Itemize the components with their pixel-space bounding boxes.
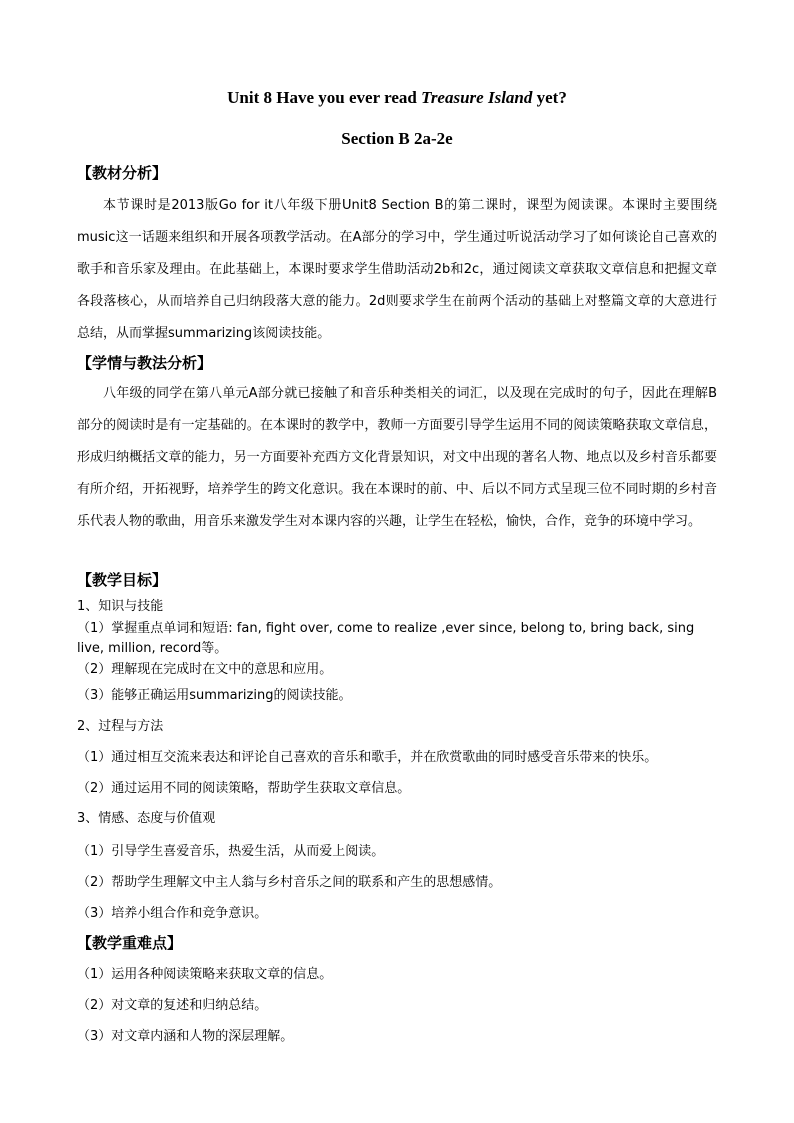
goal-item: （2）通过运用不同的阅读策略，帮助学生获取文章信息。: [77, 781, 411, 796]
heading-key-points: 【教学重难点】: [77, 934, 183, 952]
heading-textbook-analysis: 【教材分析】: [77, 164, 168, 182]
keypoint-item: （2）对文章的复述和归纳总结。: [77, 998, 268, 1013]
keypoint-item: （1）运用各种阅读策略来获取文章的信息。: [77, 967, 333, 982]
goal-item: （1）通过相互交流来表达和评论自己喜欢的音乐和歌手，并在欣赏歌曲的同时感受音乐带来的快乐。: [77, 750, 658, 765]
title-book-name: Treasure Island: [421, 88, 533, 107]
goal-group-title-process: 2、过程与方法: [77, 719, 164, 734]
title-prefix: Unit 8 Have you ever read: [227, 88, 422, 107]
heading-student-analysis: 【学情与教法分析】: [77, 354, 213, 372]
document-subtitle: Section B 2a-2e: [341, 129, 453, 148]
goal-item: （2）理解现在完成时在文中的意思和应用。: [77, 662, 333, 677]
goal-item: （2）帮助学生理解文中主人翁与乡村音乐之间的联系和产生的思想感情。: [77, 875, 502, 890]
title-suffix: yet?: [532, 88, 567, 107]
document-title: [0, 88, 794, 108]
goal-item: （1）掌握重点单词和短语: fan, fight over, come to realize ,ever since, belong to, bring back, sing live, million, record等。: [77, 621, 695, 656]
goal-item: （1）引导学生喜爱音乐，热爱生活，从而爱上阅读。: [77, 844, 385, 859]
goal-item: （3）培养小组合作和竞争意识。: [77, 906, 268, 921]
goal-group-title-knowledge: 1、知识与技能: [77, 599, 164, 614]
goal-group-title-attitude: 3、情感、态度与价值观: [77, 811, 216, 826]
heading-teaching-goals: 【教学目标】: [77, 571, 168, 589]
keypoint-item: （3）对文章内涵和人物的深层理解。: [77, 1029, 294, 1044]
paragraph-textbook-analysis: 本节课时是2013版Go for it八年级下册Unit8 Section B的第二课时，课型为阅读课。本课时主要围绕music这一话题来组织和开展各项教学活动。在A部分的学习中，学生通过听说活动学习了如何谈论自己喜欢的歌手和音乐家及理由。在此基础上，本课时要求学生借助活动2b和2c，通过阅读文章获取文章信息和把握文章各段落核心，从而培养自己归纳段落大意的能力。2d则要求学生在前两个活动的基础上对整篇文章的大意进行总结，从而掌握summarizing该阅读技能。: [77, 198, 717, 341]
goal-item: （3）能够正确运用summarizing的阅读技能。: [77, 688, 352, 703]
paragraph-student-analysis: 八年级的同学在第八单元A部分就已接触了和音乐种类相关的词汇，以及现在完成时的句子，因此在理解B部分的阅读时是有一定基础的。在本课时的教学中，教师一方面要引导学生运用不同的阅读策略获取文章信息，形成归纳概括文章的能力，另一方面要补充西方文化背景知识，对文中出现的著名人物、地点以及乡村音乐都要有所介绍，开拓视野，培养学生的跨文化意识。我在本课时的前、中、后以不同方式呈现三位不同时期的乡村音乐代表人物的歌曲，用音乐来激发学生对本课内容的兴趣，让学生在轻松，愉快，合作，竞争的环境中学习。: [77, 386, 717, 529]
